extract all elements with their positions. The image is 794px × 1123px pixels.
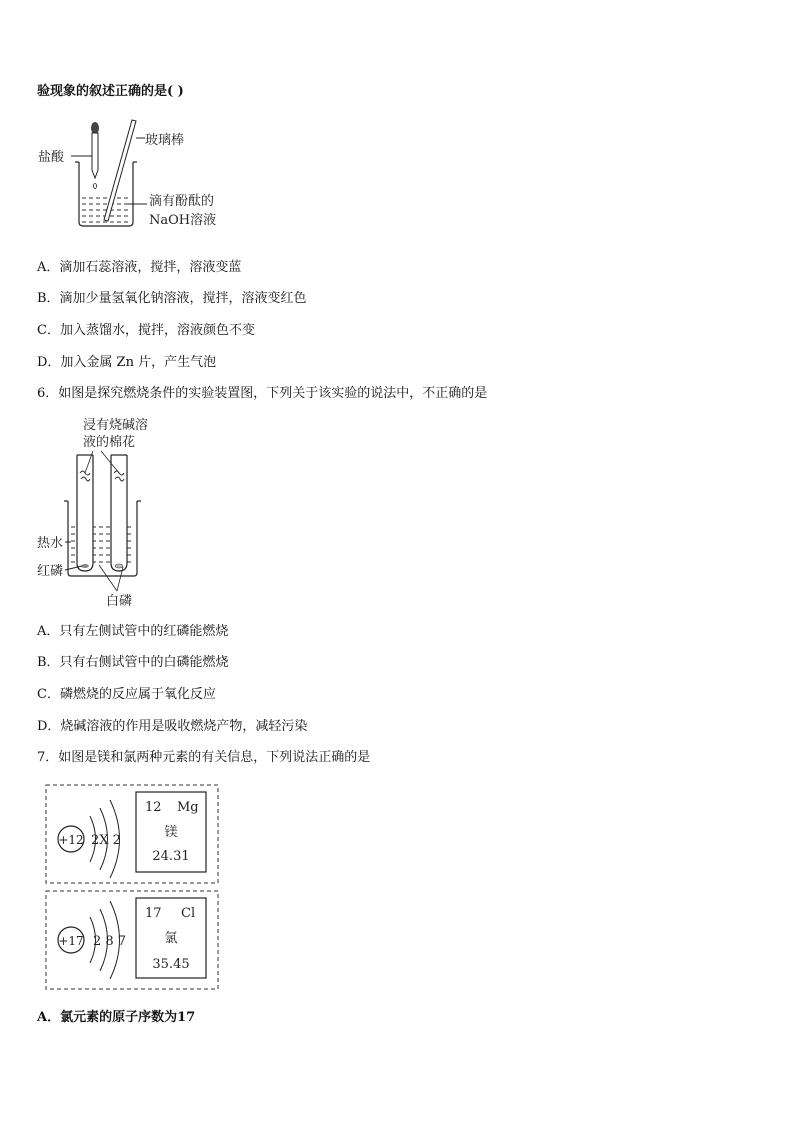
q5-option-b: B．滴加少量氢氧化钠溶液，搅拌，溶液变红色 (37, 291, 307, 306)
q6-stem: 6．如图是探究燃烧条件的实验装置图，下列关于该实验的说法中，不正确的是 (37, 386, 488, 401)
q5-beaker-figure (35, 118, 245, 233)
cl-atom-structure (45, 890, 220, 990)
q6-option-c: C．磷燃烧的反应属于氧化反应 (37, 687, 216, 702)
q5-option-c: C．加入蒸馏水，搅拌，溶液颜色不变 (37, 323, 255, 338)
cl-symbol: Cl (181, 906, 196, 921)
label-hot-water: 热水 (37, 536, 64, 551)
label-red-phosphorus: 红磷 (37, 564, 64, 579)
mg-atom-structure (45, 784, 220, 884)
label-cotton-line2: 液的棉花 (83, 435, 136, 450)
q6-option-a: A．只有左侧试管中的红磷能燃烧 (37, 624, 229, 639)
cl-atomic-mass: 35.45 (152, 957, 190, 972)
cl-name: 氯 (164, 931, 178, 946)
cl-atomic-number: 17 (145, 906, 162, 921)
label-glass-rod: 玻璃棒 (145, 133, 185, 148)
label-hydrochloric-acid: 盐酸 (38, 150, 65, 165)
label-white-phosphorus: 白磷 (106, 594, 133, 609)
combustion-apparatus-diagram (35, 415, 185, 611)
mg-shell-config: 2X 2 (91, 833, 121, 848)
mg-atomic-number: 12 (145, 800, 162, 815)
mg-nucleus: +12 (58, 833, 84, 847)
mg-symbol: Mg (177, 800, 199, 815)
mg-atomic-mass: 24.31 (152, 849, 190, 864)
label-solution-line2: NaOH溶液 (149, 213, 217, 228)
cl-shell-config: 2 8 7 (93, 934, 127, 949)
mg-element-figure (45, 784, 220, 884)
cl-element-figure (45, 890, 220, 990)
cl-nucleus: +17 (58, 934, 84, 948)
q6-option-d: D．烧碱溶液的作用是吸收燃烧产物，减轻污染 (37, 719, 308, 734)
q6-option-b: B．只有右侧试管中的白磷能燃烧 (37, 655, 229, 670)
q5-option-a: A．滴加石蕊溶液，搅拌，溶液变蓝 (37, 260, 242, 275)
label-solution-line1: 滴有酚酞的 (149, 194, 215, 209)
q7-option-a: A．氯元素的原子序数为17 (37, 1010, 196, 1025)
beaker-diagram (35, 118, 245, 233)
q7-stem: 7．如图是镁和氯两种元素的有关信息，下列说法正确的是 (37, 750, 371, 765)
q5-stem: 验现象的叙述正确的是( ) (37, 84, 184, 99)
q5-option-d: D．加入金属 Zn 片，产生气泡 (37, 355, 217, 370)
mg-name: 镁 (164, 825, 178, 840)
label-cotton-line1: 浸有烧碱溶 (83, 418, 149, 433)
q6-combustion-figure (35, 415, 185, 611)
